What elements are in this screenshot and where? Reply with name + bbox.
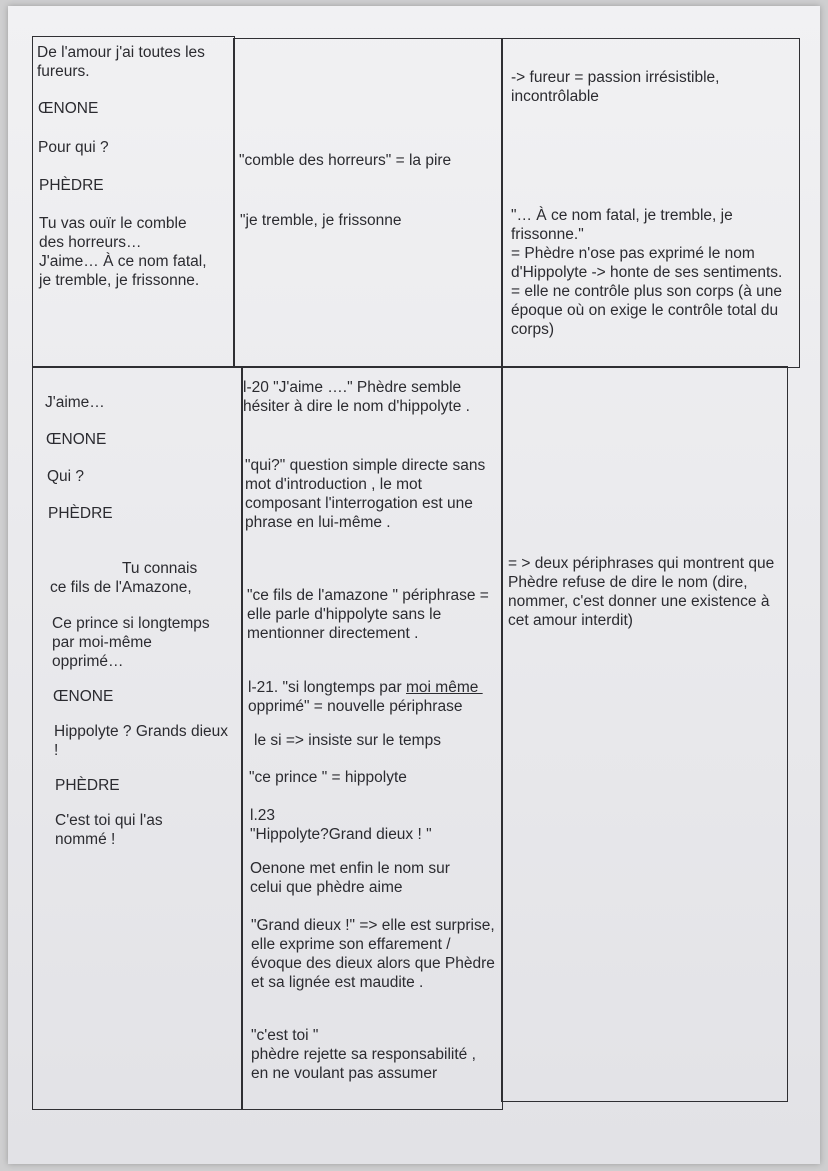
- r1c3-note-fureur: -> fureur = passion irrésistible, incontrôlable: [511, 69, 724, 105]
- r2c1-speaker-oenone: ŒNONE: [46, 431, 107, 448]
- r2c2-note-oenone: Oenone met enfin le nom sur celui que phèdre aime: [250, 860, 455, 896]
- r2c1-reply-hippolyte: Hippolyte ? Grands dieux !: [54, 723, 233, 759]
- scanned-page: [8, 6, 820, 1164]
- r2c2-note-prince: "ce prince " = hippolyte: [249, 769, 407, 786]
- r2c1-speaker-oenone-2: ŒNONE: [53, 688, 114, 705]
- r1c1-speaker-oenone: ŒNONE: [38, 100, 99, 117]
- r2c2-note-le-si: le si => insiste sur le temps: [254, 732, 441, 749]
- r2c2-note-l21-part1: l-21. "si longtemps par: [248, 679, 406, 696]
- table-cell-r2-c3: [501, 366, 788, 1102]
- r2c1-verse-prince: Ce prince si longtemps par moi-même opprimé…: [52, 615, 214, 670]
- table-cell-r1-c1: [32, 36, 235, 368]
- r2c3-note-periphrases: = > deux périphrases qui montrent que Phèdre refuse de dire le nom (dire, nommer, c'est donner une existence à cet amour interdit): [508, 555, 779, 629]
- r2c1-line: J'aime…: [45, 394, 105, 411]
- r2c2-note-l23: l.23 "Hippolyte?Grand dieux ! ": [250, 807, 432, 843]
- r1c1-verse: Tu vas ouïr le comble des horreurs… J'aime… À ce nom fatal, je tremble, je frissonne.: [39, 215, 207, 289]
- r2c1-speaker-phedre-2: PHÈDRE: [55, 777, 120, 794]
- r2c1-verse-fils-amazone: ce fils de l'Amazone,: [50, 579, 192, 596]
- r1c1-line: De l'amour j'ai toutes les fureurs.: [37, 44, 210, 80]
- r2c1-reply-qui: Qui ?: [47, 468, 85, 485]
- r2c2-note-l21: [248, 678, 493, 716]
- r2c2-note-grand-dieux: "Grand dieux !" => elle est surprise, elle exprime son effarement /évoque des dieux alors que Phèdre et sa lignée est maudite .: [251, 917, 500, 991]
- r1c1-speaker-phedre: PHÈDRE: [39, 177, 104, 194]
- r2c2-note-l21-part2: opprimé" = nouvelle périphrase: [248, 698, 463, 715]
- r2c1-reply-nomme: C'est toi qui l'as nommé !: [55, 812, 167, 848]
- r2c1-speaker-phedre: PHÈDRE: [48, 505, 113, 522]
- r2c1-verse-tu-connais: Tu connais: [122, 560, 198, 577]
- r2c2-note-j-aime: l-20 "J'aime …." Phèdre semble hésiter à dire le nom d'hippolyte .: [243, 379, 470, 415]
- r2c2-note-qui: "qui?" question simple directe sans mot d'introduction , le mot composant l'interrogation est une phrase en lui-même .: [245, 457, 490, 531]
- r1c1-reply: Pour qui ?: [38, 139, 109, 156]
- r2c2-note-l21-underline: moi même: [406, 679, 483, 696]
- r2c2-note-amazone: "ce fils de l'amazone " périphrase = elle parle d'hippolyte sans le mentionner directement .: [247, 587, 494, 642]
- r1c3-note-nom-fatal: "… À ce nom fatal, je tremble, je frissonne." = Phèdre n'ose pas exprimé le nom d'Hippolyte -> honte de ses sentiments. = elle ne contrôle plus son corps (à une époque où on exige le contrôle total du corps): [511, 207, 783, 338]
- r1c2-note-tremble: "je tremble, je frissonne: [240, 212, 402, 229]
- r1c2-note-comble: "comble des horreurs" = la pire: [239, 152, 452, 169]
- table-cell-r1-c2: [233, 38, 503, 368]
- r2c2-note-c-est-toi: "c'est toi " phèdre rejette sa responsabilité , en ne voulant pas assumer: [251, 1027, 476, 1082]
